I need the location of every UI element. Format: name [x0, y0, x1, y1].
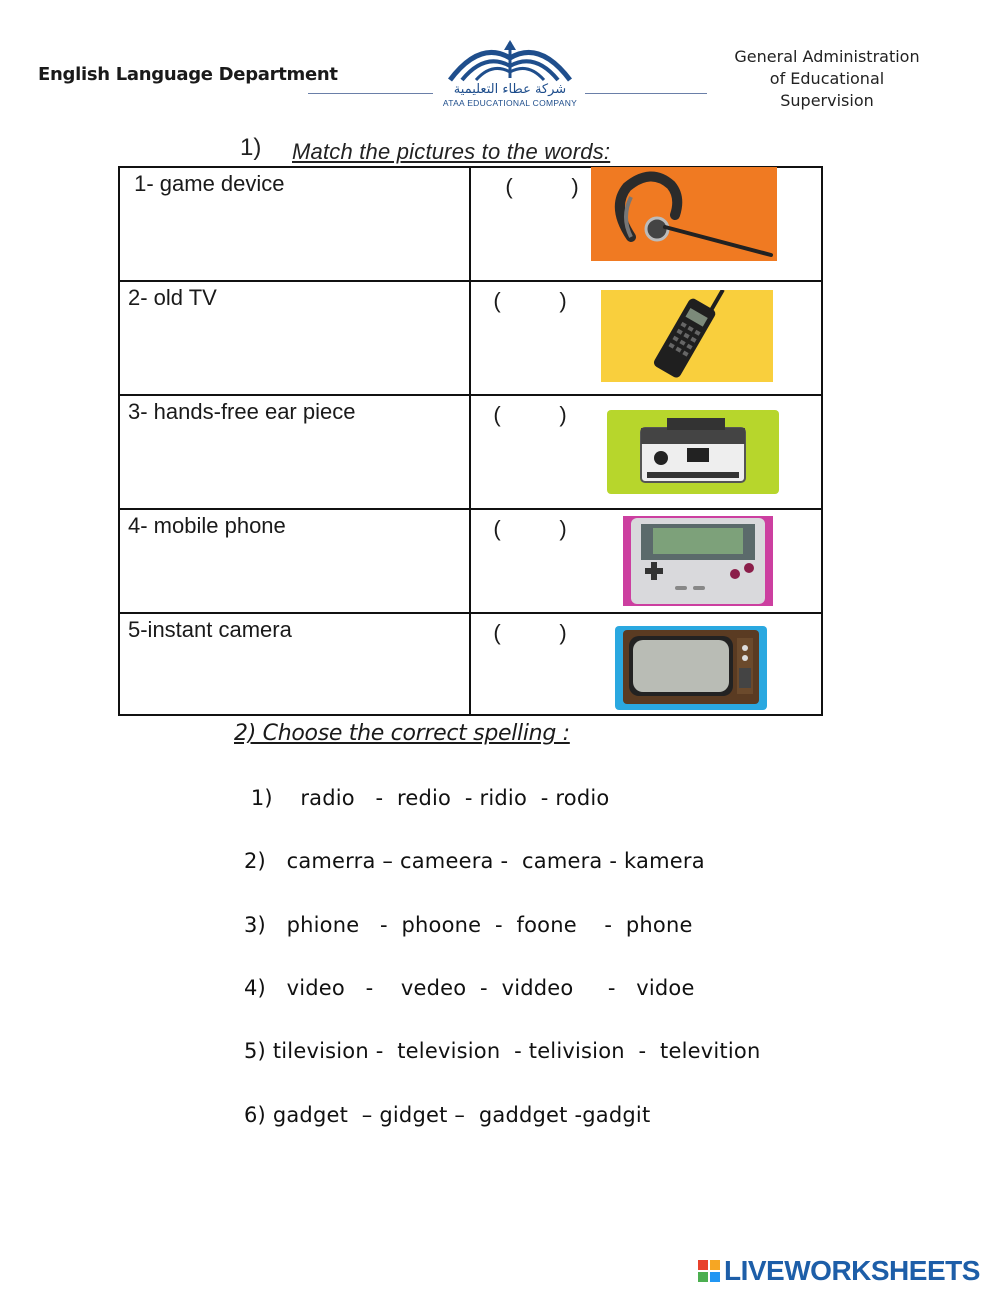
picture-cell: [470, 395, 822, 509]
section2-instruction: 2) Choose the correct spelling :: [234, 721, 570, 746]
ataa-logo: [440, 38, 580, 110]
spelling-item[interactable]: 4) video - vedeo - viddeo - vidoe: [244, 976, 695, 1000]
paren-close: ): [559, 516, 567, 541]
brick-mobile-phone-image: [601, 290, 773, 382]
word-cell: [119, 613, 470, 715]
paren-open: (: [505, 174, 513, 199]
table-row: [119, 395, 822, 509]
spelling-item[interactable]: 2) camerra – cameera - camera - kamera: [244, 849, 705, 873]
handheld-game-device-image: [623, 516, 773, 606]
word-label: 5-instant camera: [128, 617, 292, 642]
spelling-item[interactable]: 3) phione - phoone - foone - phone: [244, 913, 693, 937]
department-title: English Language Department: [38, 64, 338, 85]
paren-close: ): [559, 288, 567, 313]
spelling-item[interactable]: 5) tilevision - television - telivision - televition: [244, 1039, 761, 1063]
section1-number: 1): [240, 134, 262, 161]
word-cell: [119, 395, 470, 509]
liveworksheets-logo: [698, 1254, 980, 1288]
header-divider-right: [585, 93, 707, 94]
word-label: 4- mobile phone: [128, 513, 286, 538]
old-tv-image: [615, 626, 767, 710]
admin-line-1: General Administration: [734, 47, 920, 66]
section1-instruction: Match the pictures to the words:: [292, 139, 611, 164]
word-label: 1- game device: [128, 171, 285, 196]
paren-open: (: [493, 620, 501, 645]
table-row: [119, 613, 822, 715]
instant-camera-image: [607, 410, 779, 494]
picture-cell: [470, 281, 822, 395]
admin-line-2: of Educational Supervision: [769, 69, 885, 110]
liveworksheets-blocks-icon: [698, 1260, 720, 1282]
spelling-item[interactable]: 6) gadget – gidget – gaddget -gadgit: [244, 1103, 651, 1127]
matching-table: [118, 166, 823, 716]
logo-arabic-text: شركة عطاء التعليمية: [453, 82, 567, 97]
logo-emblem-icon: [440, 38, 580, 84]
paren-open: (: [493, 402, 501, 427]
picture-cell: [470, 509, 822, 613]
word-cell: [119, 167, 470, 281]
paren-close: ): [559, 620, 567, 645]
picture-cell: [470, 167, 822, 281]
table-row: [119, 167, 822, 281]
word-label: 2- old TV: [128, 285, 217, 310]
admin-block: [722, 46, 932, 112]
liveworksheets-brand: LIVEWORKSHEETS: [724, 1255, 980, 1286]
header-divider-left: [308, 93, 433, 94]
logo-english-text: ATAA EDUCATIONAL COMPANY: [442, 98, 578, 108]
paren-open: (: [493, 516, 501, 541]
word-cell: [119, 281, 470, 395]
paren-close: ): [559, 402, 567, 427]
paren-close: ): [571, 174, 579, 199]
word-label: 3- hands-free ear piece: [128, 399, 356, 424]
table-row: [119, 281, 822, 395]
table-row: [119, 509, 822, 613]
picture-cell: [470, 613, 822, 715]
headset-image: [591, 167, 777, 261]
word-cell: [119, 509, 470, 613]
spelling-item[interactable]: 1) radio - redio - ridio - rodio: [244, 786, 610, 810]
paren-open: (: [493, 288, 501, 313]
